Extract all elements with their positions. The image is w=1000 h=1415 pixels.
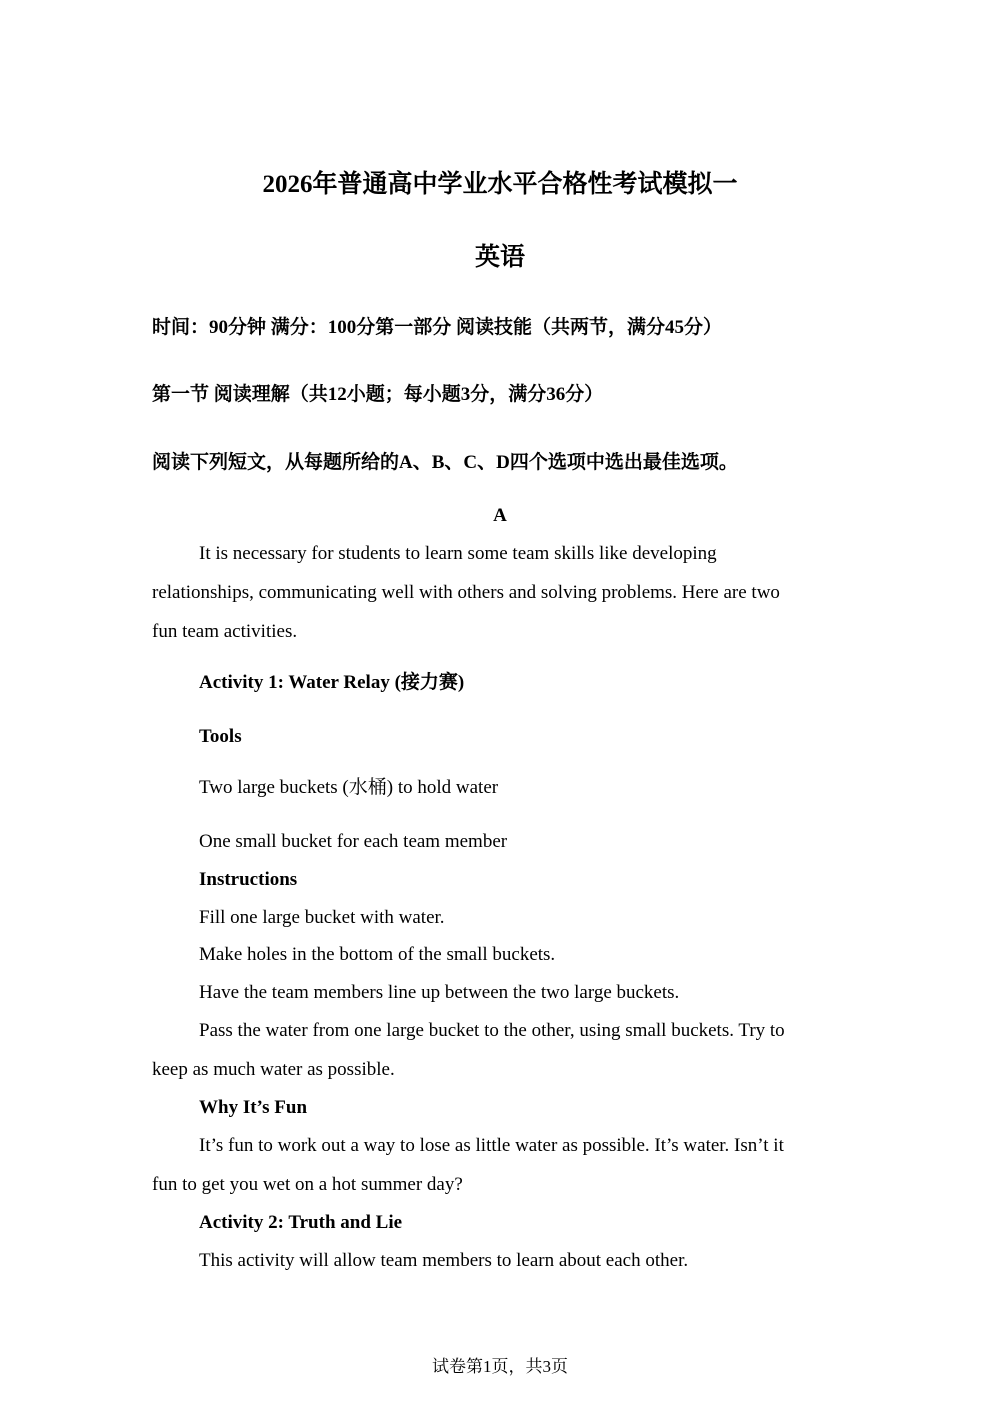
instruction-step-1: Fill one large bucket with water. <box>199 907 445 928</box>
section-heading: 第一节 阅读理解（共12小题；每小题3分，满分36分） <box>152 384 604 405</box>
tools-heading: Tools <box>199 726 242 747</box>
instruction-step-4-line-2: keep as much water as possible. <box>152 1059 395 1080</box>
tool-item-1: Two large buckets (水桶) to hold water <box>199 777 499 798</box>
activity-1-title: Activity 1: Water Relay (接力赛) <box>199 672 465 693</box>
why-fun-line-1: It’s fun to work out a way to lose as little water as possible. It’s water. Isn’t it <box>199 1135 784 1156</box>
page-footer: 试卷第1页，共3页 <box>432 1357 568 1376</box>
intro-line-3: fun team activities. <box>152 621 298 642</box>
activity-2-title: Activity 2: Truth and Lie <box>199 1212 403 1233</box>
intro-line-1: It is necessary for students to learn some team skills like developing <box>199 543 717 564</box>
passage-label: A <box>493 505 507 526</box>
tool-item-2: One small bucket for each team member <box>199 831 508 852</box>
activity-2-line-1: This activity will allow team members to learn about each other. <box>199 1250 689 1271</box>
why-fun-heading: Why It’s Fun <box>199 1097 308 1118</box>
why-fun-line-2: fun to get you wet on a hot summer day? <box>152 1174 463 1195</box>
instruction-step-2: Make holes in the bottom of the small buckets. <box>199 944 556 965</box>
intro-line-2: relationships, communicating well with others and solving problems. Here are two <box>152 582 780 603</box>
instructions-heading: Instructions <box>199 869 298 890</box>
subject-title: 英语 <box>474 244 525 271</box>
exam-title: 2026年普通高中学业水平合格性考试模拟一 <box>262 171 738 198</box>
directions: 阅读下列短文，从每题所给的A、B、C、D四个选项中选出最佳选项。 <box>152 452 738 473</box>
exam-info: 时间：90分钟 满分：100分第一部分 阅读技能（共两节，满分45分） <box>152 317 723 338</box>
instruction-step-4-line-1: Pass the water from one large bucket to the other, using small buckets. Try to <box>199 1020 785 1041</box>
instruction-step-3: Have the team members line up between the two large buckets. <box>199 982 680 1003</box>
